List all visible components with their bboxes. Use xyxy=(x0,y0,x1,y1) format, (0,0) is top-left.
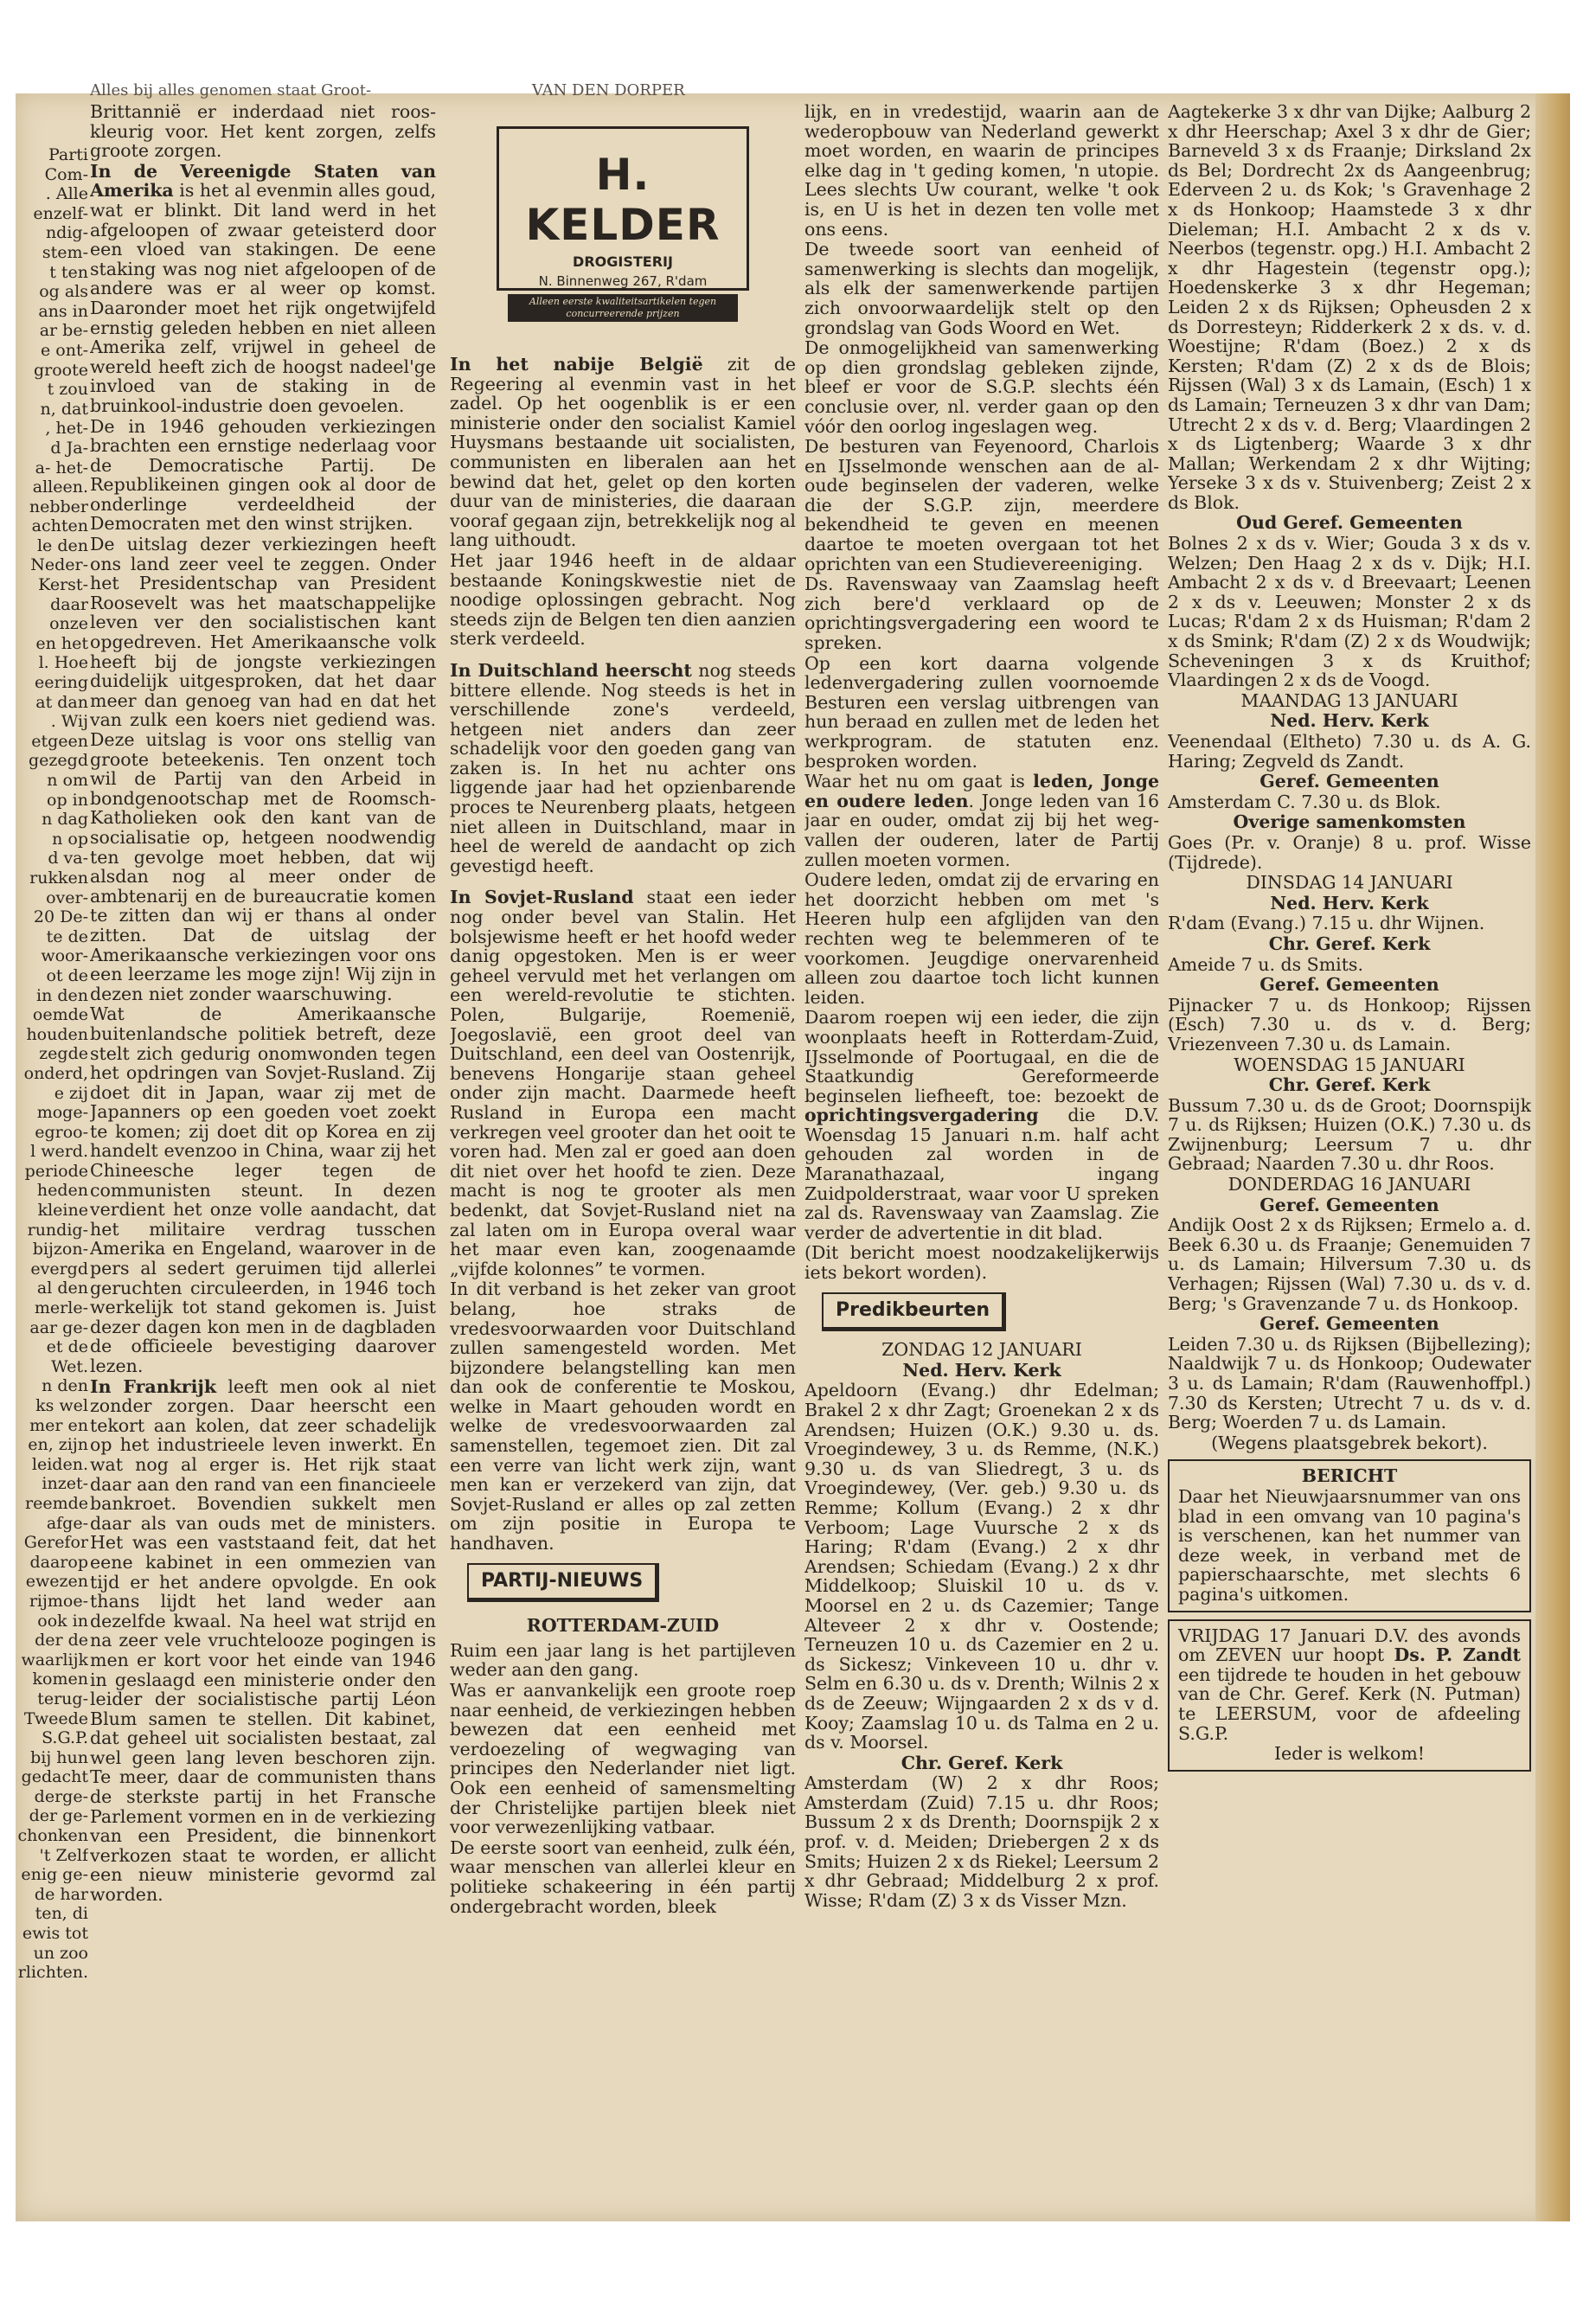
margin-fragment: S.G.P. xyxy=(42,1728,88,1748)
bold-text: leden, Jonge en oudere leden xyxy=(804,771,1159,811)
margin-fragment: onderd, xyxy=(23,1063,88,1083)
partij-nieuws-label: PARTIJ-NIEUWS xyxy=(467,1563,659,1603)
margin-fragment: enig ge- xyxy=(21,1865,88,1885)
church-heading: Geref. Gemeenten xyxy=(1259,1313,1439,1335)
bold-text: Ds. P. Zandt xyxy=(1394,1644,1522,1666)
paragraph: Het jaar 1946 heeft in de aldaar bestaande Koningskwestie niet de noodige oplossingen gebracht. Nog steeds zijn de Belgen ten dien aanzien sterk verdeeld. xyxy=(450,549,796,650)
cut-text-left: Alles bij alles genomen staat Groot- xyxy=(90,81,372,99)
margin-fragment: en het xyxy=(35,633,88,653)
margin-fragment: t zou xyxy=(47,380,88,400)
margin-fragment: merle- xyxy=(34,1298,88,1318)
margin-fragment: , het- xyxy=(45,419,88,439)
paragraph: De besturen van Feyenoord, Charlois en IJsselmonde wenschen aan de al-oude beginselen der vaderen, welke die der S.G.P. zijn, meerdere bekendheid te geven en meenen daartoe te moeten overgaan tot het oprichten van een Studievereeniging. xyxy=(804,436,1159,574)
day-heading: DONDERDAG 16 JANUARI xyxy=(1227,1174,1471,1195)
margin-fragment: achten xyxy=(31,516,88,536)
margin-fragment: n den xyxy=(42,1376,88,1396)
margin-fragment: bijzon- xyxy=(32,1240,88,1259)
margin-fragment: onze xyxy=(49,614,88,634)
margin-fragment: at dan xyxy=(35,692,88,712)
lead-text: In Frankrijk xyxy=(90,1375,217,1397)
margin-fragment: inzet- xyxy=(42,1474,88,1494)
day-heading: DINSDAG 14 JANUARI xyxy=(1246,872,1453,894)
margin-fragment: ar be- xyxy=(39,321,88,341)
paragraph-text: is het al evenmin alles goud, wat er blinkt. Dit land werd in het afgeloopen of zwaar geteisterd door een vloed van stakingen. De eene staking was nog niet afgeloopen of de andere was er al weer op komst. Daaronder moet het rijk ongetwijfeld ernstig geleden hebben en niet alleen Amerika zelf, vrijwel in geheel de wereld heeft zich de hoogst nadeel'ge invloed van de staking in de bruinkool-industrie doen gevoelen. xyxy=(90,180,436,416)
margin-fragment: t ten xyxy=(49,262,88,282)
paragraph-text: staat een ieder nog onder bevel van Stalin. Het bolsjewisme heeft er het hoofd weder danig opgestoken. Men is er weer geheel vervuld met het verlangen om een wereld-revolutie te stichten. Polen, Bulgarije, Roemenië, Joegoslavië, een groot deel van Duitschland, een deel van Oostenrijk, benevens Hongarije staan geheel onder zijn macht. Daarmede heeft Rusland in Europa een macht verkregen veel grooter dan het ooit te voren had. Men zal er goed aan doen dit niet over het hoofd te zien. Deze macht is nog te grooter als men bedenkt, dat Sovjet-Rusland niet na zal laten om in Europa overal waar het maar even kan, zoogenaamde „vijfde kolonnes” te vormen. xyxy=(450,887,796,1279)
ad-tagline: Alleen eerste kwaliteitsartikelen tegen concurreerende prijzen xyxy=(508,294,738,322)
church-heading: Chr. Geref. Kerk xyxy=(1268,933,1431,954)
paragraph: De eerste soort van eenheid, zulk één, waar menschen van allerlei kleur en politieke schakeering in één partij ondergebracht worden, bleek xyxy=(450,1836,796,1917)
margin-fragment: a- het- xyxy=(35,458,88,478)
margin-fragment: alleen. xyxy=(32,478,88,497)
service-list: R'dam (Evang.) 7.15 u. dhr Wijnen. xyxy=(1168,913,1485,934)
church-heading: Ned. Herv. Kerk xyxy=(1270,892,1429,913)
margin-fragment: rukken xyxy=(29,868,88,888)
margin-fragment: houden xyxy=(26,1024,88,1044)
margin-fragment: moge- xyxy=(36,1103,88,1123)
paragraph xyxy=(450,355,796,550)
margin-fragment: Neder- xyxy=(30,555,88,575)
church-heading: Ned. Herv. Kerk xyxy=(902,1359,1061,1381)
day-heading: MAANDAG 13 JANUARI xyxy=(1240,689,1458,711)
paragraph xyxy=(804,772,1159,869)
margin-fragment: daarop xyxy=(29,1552,88,1572)
day-heading: WOENSDAG 15 JANUARI xyxy=(1234,1054,1465,1075)
lead-text: In de Vereenigde Staten van Amerika xyxy=(90,160,436,202)
paragraph xyxy=(90,1377,436,1905)
paragraph-text: VRIJDAG 17 Januari D.V. des avonds om ZEVEN uur hoopt xyxy=(1178,1625,1521,1666)
margin-fragment: Gerefor xyxy=(23,1533,88,1553)
cut-text-mid: VAN DEN DORPER xyxy=(531,81,685,99)
service-list: Goes (Pr. v. Oranje) 8 u. prof. Wisse (Tijdrede). xyxy=(1168,831,1531,873)
margin-fragment: op in xyxy=(47,790,88,810)
bericht-box xyxy=(1168,1459,1531,1612)
church-heading: Geref. Gemeenten xyxy=(1259,1194,1439,1215)
section-heading: ROTTERDAM-ZUID xyxy=(526,1615,720,1637)
cut-top-line xyxy=(90,81,1163,100)
margin-fragment: evergd xyxy=(30,1259,88,1279)
margin-fragment: daar xyxy=(50,594,88,614)
paragraph: Ds. Ravenswaay van Zaamslag heeft zich bere'd verklaard op de oprichtingsvergadering een woord te spreken. xyxy=(804,574,1159,654)
margin-fragment: ewis tot xyxy=(22,1924,88,1944)
paper-spine xyxy=(1535,93,1570,2221)
church-heading: Oud Geref. Gemeenten xyxy=(1236,512,1463,534)
margin-fragment: e ont- xyxy=(40,340,88,360)
margin-fragment: 't Zelf xyxy=(39,1845,88,1865)
margin-fragment: Parti xyxy=(48,145,88,164)
margin-fragment: in den xyxy=(36,985,88,1005)
margin-fragment: chonken xyxy=(17,1826,88,1846)
margin-fragment: n, dat xyxy=(40,399,88,419)
margin-fragment: komen xyxy=(32,1670,88,1689)
paragraph: Oudere leden, omdat zij de ervaring en het doorzicht hebben om met 's Heeren hulp een afglijden van den rechten weg te belemmeren of te voorkomen. Jeugdige onervarenheid alleen zou daartoe toch licht kunnen leiden. xyxy=(804,869,1159,1008)
bericht-text: Daar het Nieuwjaarsnummer van ons blad in een omvang van 10 pagina's is verschenen, kan het nummer van deze week, in verband met de papierschaarschte, met slechts 6 pagina's uitkomen. xyxy=(1178,1485,1521,1605)
margin-fragment: l werd. xyxy=(30,1142,88,1162)
paragraph: In dit verband is het zeker van groot belang, hoe straks de vredesvoorwaarden voor Duitschland zullen samengesteld worden. Met bijzondere belangstelling kan men dan ook de conferentie te Moskou, welke in Maart gehouden wordt en welke de vredesvoorwaarden zal samenstellen, tegemoet zien. Dit zal een verre van licht werk zijn, want men kan er verzekerd van zijn, dat Sovjet-Rusland er alles op zal zetten om zijn positie in Europa te handhaven. xyxy=(450,1279,796,1554)
margin-fragment: zegde xyxy=(39,1044,88,1064)
margin-fragment: Wet. xyxy=(51,1356,88,1376)
margin-fragment: reemde xyxy=(25,1493,88,1513)
margin-fragment: eering xyxy=(34,673,88,693)
service-list: Bolnes 2 x ds v. Wier; Gouda 3 x ds v. Welzen; Den Haag 2 x ds v. Dijk; H.I. Ambacht 2 x ds v. d Breevaart; Leenen 2 x ds v. Leeuwen; Monster 2 x ds Lucas; R'dam 2 x ds Huisman; R'dam 2 x ds Smink; R'dam (Z) 2 x ds Woudwijk; Scheveningen 3 x ds Kruithof; Vlaardingen 2 x ds de Voogd. xyxy=(1168,533,1531,691)
paragraph: Op een kort daarna volgende ledenvergadering zullen voornoemde Besturen een verslag uitbrengen van hun beraad en zullen met de leden het werkprogram. de statuten enz. besproken worden. xyxy=(804,652,1159,772)
margin-fragment: periode xyxy=(24,1161,88,1181)
margin-fragment: 20 De- xyxy=(33,907,88,927)
paragraph xyxy=(450,661,796,876)
lead-text: In Duitschland heerscht xyxy=(450,659,692,681)
service-list: Aagtekerke 3 x dhr van Dijke; Aalburg 2 x dhr Heerschap; Axel 3 x dhr de Gier; Barneveld 3 x ds Fraanje; Dirksland 2x ds Bel; Dordrecht 2x ds Aangeenbrug; Ederveen 2 u. ds Kok; 's Gravenhage 2 x ds Honkoop; Haamstede 3 x dhr Dieleman; H.I. Ambacht 2 x ds v. Neerbos (tegenstr. opg.) H.I. Ambacht 2 x dhr Hagestein (tegenstr opg.); Hoedenskerke 3 x dhr Hegeman; Leiden 2 x ds Rijksen; Opheusden 2 x ds Dorresteyn; Ridderkerk 2 x ds. v. d. Woestijne; R'dam (Boez.) 2 x ds Kersten; R'dam (Z) 2 x ds de Blois; Rijssen (Wal) 3 x ds Lamain, (Esch) 1 x ds Lamain; Terneuzen 3 x dhr van Dam; Utrecht 2 x ds v. d. Berg; Vlaardingen 2 x ds Ligtenberg; Waarde 3 x dhr Mallan; Werkendam 2 x dhr Wijting; Yerseke 3 x ds v. Stuivenberg; Zeist 2 x ds Blok. xyxy=(1168,102,1531,513)
margin-fragment: Com- xyxy=(44,164,88,184)
paragraph: De uitslag dezer verkiezingen heeft ons land zeer veel te zeggen. Onder het Presidentschap van President Roosevelt was het maatschappelijke leven ver den socialistischen kant opgedreven. Het Amerikaansche volk heeft bij de jongste verkiezingen duidelijk uitgesproken, dat het daar meer dan genoeg van had en dat het van zulk een koers niet gediend was. Deze uitslag is voor ons stellig van groote beteekenis. Ten onzent toch wil de Partij van den Arbeid in bondgenootschap met de Roomsch-Katholieken ook den kant van de socialisatie op, hetgeen noodwendig ten gevolge moet hebben, dat wij alsdan nog al meer onder de ambtenarij en de bureaucratie komen te zitten dan wij er thans al onder zitten. Dat de uitslag der Amerikaansche verkiezingen voor ons een leerzame les moge zijn! Wij zijn in dezen niet zonder waarschuwing. xyxy=(90,534,436,1004)
margin-fragment: n om xyxy=(47,771,88,790)
paragraph: Was er aanvankelijk een groote roep naar eenheid, de verkiezingen hebben bewezen dat een eenheid met verdoezeling of wegwaging van principes den Nederlander niet ligt. Ook een eenheid of samensmelting der Christelijke partijen bleek niet voor verwezenlijking vatbaar. xyxy=(450,1680,796,1838)
paragraph: Wat de Amerikaansche buitenlandsche politiek betreft, deze stelt zich gedurig onomwonden tegen het opdringen van Sovjet-Rusland. Zij doet dit in Japan, waar zij met de Japanners op een goeden voet zoekt te komen; zij doet dit op Korea en zij handelt evenzoo in China, waar zij het Chineesche leger tegen de communisten steunt. In dezen verdient het onze volle aandacht, dat het militaire verdrag tusschen Amerika en Engeland, waarover in de pers al sedert geruimen tijd allerlei geruchten circuleerden, in 1946 toch werkelijk tot stand gekomen is. Juist dezer dagen kon men in de dagbladen de officieele bevestiging daarover lezen. xyxy=(90,1003,436,1376)
margin-fragment: rlichten. xyxy=(17,1963,88,1983)
margin-fragment: der de xyxy=(35,1631,88,1650)
article-column-4 xyxy=(1168,102,1531,1779)
margin-fragment: de har xyxy=(34,1884,88,1904)
margin-fragment: over- xyxy=(46,888,88,907)
paragraph-text: . Jonge leden van 16 jaar en ouder, omdat zij bij het weg-vallen der ouderen, later de Partij zullen moeten vormen. xyxy=(804,790,1159,870)
margin-fragment: d Ja- xyxy=(50,438,88,458)
margin-fragment: ook in xyxy=(37,1611,88,1631)
paragraph-text: een tijdrede te houden in het gebouw van de Chr. Geref. Kerk (N. Putman) te LEERSUM, voor de afdeeling S.G.P. xyxy=(1178,1663,1521,1744)
day-heading: ZONDAG 12 JANUARI xyxy=(881,1339,1082,1361)
service-list: Leiden 7.30 u. ds Rijksen (Bijbellezing); Naaldwijk 7 u. ds Honkoop; Oudewater 3 u. ds Lamain; R'dam (Rauwenhoffpl.) 7.30 ds Kersten; Utrecht 7 u. ds v. d. Berg; Woerden 7 u. ds Lamain. xyxy=(1168,1333,1531,1433)
church-heading: Geref. Gemeenten xyxy=(1259,974,1439,996)
paragraph-text: leeft men ook al niet zonder zorgen. Daar heerscht een tekort aan kolen, dat zeer schadelijk op het industrieele leven inwerkt. En wat nog al erger is. Het rijk staat daar aan den rand van een financieele bankroet. Bovendien sukkelt men daar als van ouds met de ministers. Het was een vaststaand feit, dat het eene kabinet in een ommezien van tijd er het andere opvolgde. En ook thans lijdt het land weder aan dezelfde kwaal. Na heel wat strijd en na zeer vele vruchtelooze pogingen is men er kort voor het einde van 1946 in geslaagd een ministerie onder den leider der socialistische partij Léon Blum samen te stellen. Dit kabinet, dat geheel uit socialisten bestaat, zal wel geen lang leven beschoren zijn. Te meer, daar de communisten thans de sterkste partij in het Fransche Parlement vormen en in de verkiezing van een President, die binnenkort verkozen staat te worden, er allicht een nieuw ministerie gevormd zal worden. xyxy=(90,1375,436,1906)
service-list: Veenendaal (Eltheto) 7.30 u. ds A. G. Haring; Zegveld ds Zandt. xyxy=(1168,731,1531,772)
margin-fragment: te de xyxy=(46,926,88,946)
paragraph-text: Waar het nu om gaat is xyxy=(804,771,1034,792)
paragraph-text: Daarom roepen wij een ieder, die zijn woonplaats heeft in Rotterdam-Zuid, IJsselmonde of Poortugaal, en die de Staatkundig Gereformeerde beginselen liefheeft, toe: bezoekt de xyxy=(804,1007,1159,1106)
margin-fragment: og als xyxy=(39,282,88,302)
church-heading: Chr. Geref. Kerk xyxy=(901,1752,1063,1773)
margin-fragment: Tweede xyxy=(23,1708,88,1728)
margin-fragment: ten, di xyxy=(35,1904,88,1924)
margin-fragment: gedacht xyxy=(21,1767,88,1787)
margin-fragment: ans in xyxy=(38,301,88,321)
note: (Wegens plaatsgebrek bekort). xyxy=(1211,1432,1488,1453)
margin-fragment: et de xyxy=(46,1337,88,1357)
margin-fragment: gezegd xyxy=(29,751,88,771)
margin-fragment: stem- xyxy=(42,242,88,262)
margin-fragment: enzelf- xyxy=(33,203,88,223)
service-list: Pijnacker 7 u. ds Honkoop; Rijssen (Esch) 7.30 u. ds v. d. Berg; Vriezenveen 7.30 u. ds Lamain. xyxy=(1168,994,1531,1054)
lead-text: In het nabije België xyxy=(450,355,703,375)
service-list: Bussum 7.30 u. ds de Groot; Doornspijk 7 u. ds Rijksen; Huizen (O.K.) 7.30 u. ds Zwijnenburg; Leersum 7 u. dhr Gebraad; Naarden 7.30 u. dhr Roos. xyxy=(1168,1094,1531,1175)
margin-fragment: n dag xyxy=(42,810,88,830)
margin-fragment: groote xyxy=(33,360,88,380)
paragraph: lijk, en in vredestijd, waarin aan de wederopbouw van Nederland gewerkt moet worden, en waarin de principes elke dag in 't geding komen, 'n utopie. Lees slechts Uw courant, welke 't ook is, en U is het in dezen ten volle met ons eens. xyxy=(804,102,1159,240)
paragraph: Brittannië er inderdaad niet roos-kleurig voor. Het kent zorgen, zelfs groote zorgen. xyxy=(90,102,436,162)
margin-fragment: un zoo xyxy=(33,1943,88,1963)
paragraph: De onmogelijkheid van samenwerking op dien grondslag gebleken zijnde, bleef er voor de S.G.P. slechts één conclusie over, nl. verder gaan op den vóór den oorlog ingeslagen weg. xyxy=(804,337,1159,437)
paragraph: Ruim een jaar lang is het partijleven weder aan den gang. xyxy=(450,1639,796,1681)
margin-fragment: en, zijn xyxy=(28,1435,88,1455)
margin-fragment: etgeen xyxy=(31,731,88,751)
margin-fragment: terug- xyxy=(37,1689,88,1708)
margin-fragment: al den xyxy=(36,1279,88,1298)
paragraph-text: zit de Regeering al evenmin vast in het zadel. Op het oogenblik is er een ministerie onder den socialist Kamiel Huysmans bestaande uit socialisten, communisten en liberalen aan het bewind dat het, gelet op den korten duur van de ministeries, die daaraan vooraf gegaan zijn, betrekkelijk nog al lang uithoudt. xyxy=(450,355,796,551)
ad-subtitle: DROGISTERIJ xyxy=(573,253,673,270)
paragraph-text: nog steeds bittere ellende. Nog steeds is het in verschillende zone's verdeeld, hetgeen niet anders dan zeer schadelijk voor den goeden gang van zaken is. In het nu achter ons liggende jaar had het opzienbarende proces te Neurenberg plaats, hetgeen niet alleen in Duitschland, maar in heel de wereld de aandacht op zich gevestigd heeft. xyxy=(450,659,796,876)
church-heading: Overige samenkomsten xyxy=(1233,811,1466,833)
margin-fragment: rijmoe- xyxy=(29,1591,88,1611)
church-heading: Geref. Gemeenten xyxy=(1259,771,1439,792)
article-column-3 xyxy=(804,102,1159,1911)
margin-fragment: aar ge- xyxy=(29,1317,88,1337)
margin-fragment: e zij xyxy=(54,1083,88,1103)
paragraph xyxy=(450,888,796,1279)
margin-fragment: Kerst- xyxy=(38,575,88,595)
ad-address: N. Binnenweg 267, R'dam xyxy=(538,273,708,289)
margin-fragment: oemde xyxy=(32,1005,88,1025)
vrijdag-box xyxy=(1168,1619,1531,1772)
margin-fragment: woor- xyxy=(41,946,88,966)
margin-fragment: bij hun xyxy=(30,1747,88,1767)
margin-fragment: waarlijk xyxy=(21,1650,88,1670)
margin-fragment: l. Hoe xyxy=(38,653,88,673)
vrijdag-text xyxy=(1178,1626,1521,1744)
paragraph: (Dit bericht moest noodzakelijkerwijs iets bekort worden). xyxy=(804,1242,1159,1284)
paragraph xyxy=(90,162,436,416)
margin-fragment: leiden. xyxy=(31,1454,88,1474)
service-list: Amsterdam (W) 2 x dhr Roos; Amsterdam (Zuid) 7.15 u. dhr Roos; Bussum 2 x ds Drenth; Doornspijk 2 x prof. v. d. Meiden; Driebergen 2 x ds Smits; Huizen 2 x ds Riekel; Leersum 2 x dhr Gebraad; Middelburg 2 x prof. Wisse; R'dam (Z) 3 x ds Visser Mzn. xyxy=(804,1772,1159,1911)
church-heading: Chr. Geref. Kerk xyxy=(1268,1074,1431,1096)
church-heading: Ned. Herv. Kerk xyxy=(1270,710,1429,732)
margin-fragment: egroo- xyxy=(35,1122,88,1142)
predikbeurten-label: Predikbeurten xyxy=(822,1292,1006,1332)
margin-fragment: . Wij xyxy=(50,712,88,732)
margin-fragment: afge- xyxy=(46,1513,88,1533)
paragraph: De tweede soort van eenheid of samenwerking is slechts dan mogelijk, als elk der samenwerkende partijen zich onvoorwaardelijk stelt op den grondslag van Gods Woord en Wet. xyxy=(804,239,1159,338)
margin-fragment: . Alle xyxy=(45,184,88,204)
lead-text: In Sovjet-Rusland xyxy=(450,887,634,908)
bericht-heading: BERICHT xyxy=(1301,1465,1398,1487)
margin-fragment: heden xyxy=(36,1181,88,1201)
margin-column xyxy=(16,145,88,1983)
welcome-text: Ieder is welkom! xyxy=(1273,1743,1426,1765)
margin-fragment: ot de xyxy=(46,965,88,985)
margin-fragment: kleine xyxy=(37,1201,88,1221)
margin-fragment: rundig- xyxy=(27,1220,88,1240)
service-list: Amsterdam C. 7.30 u. ds Blok. xyxy=(1168,791,1441,812)
paragraph-text: die D.V. Woensdag 15 Januari n.m. half acht gehouden zal worden in de Maranathazaal, ingang Zuidpolderstraat, waar voor U spreken zal ds. Ravenswaay van Zaamslag. Zie verder de advertentie in dit blad. xyxy=(804,1105,1159,1243)
margin-fragment: mer en xyxy=(29,1415,88,1435)
ad-name: H. KELDER xyxy=(525,150,721,250)
article-column-1 xyxy=(90,102,436,1906)
service-list: Ameide 7 u. ds Smits. xyxy=(1168,953,1363,975)
margin-fragment: le den xyxy=(36,535,88,555)
margin-fragment: nebber xyxy=(29,497,88,516)
paragraph: De in 1946 gehouden verkiezingen brachten een ernstige nederlaag voor de Democratische Partij. De Republikeinen gingen ook al door de onderlinge verdeeldheid der Democraten met den winst strijken. xyxy=(90,415,436,535)
margin-fragment: der ge- xyxy=(29,1806,88,1826)
margin-fragment: n op xyxy=(52,829,88,849)
margin-fragment: d va- xyxy=(48,849,88,868)
bold-text: oprichtingsvergadering xyxy=(804,1105,1039,1126)
paragraph xyxy=(804,1008,1159,1242)
service-list: Apeldoorn (Evang.) dhr Edelman; Brakel 2 x dhr Zagt; Groenekan 2 x ds Arendsen; Huizen (O.K.) 9.30 u. ds. Vroegindewey, 3 u. ds Remme, (N.K.) 9.30 u. ds van Sliedregt, 3 u. ds Vroegindewey, (Ver. geb.) 9.30 u. ds Remme; Kollum (Evang.) 2 x dhr Verboom; Lage Vuursche 2 x ds Haring; R'dam (Evang.) 2 x dhr Arendsen; Schiedam (Evang.) 2 x dhr Middelkoop; Sluiskil 10 u. ds v. Moorsel en 2 u. ds Cazemier; Tange Alteveer 2 x dhr v. Oostende; Terneuzen 10 u. ds Cazemier en 2 u. ds Sickesz; Vinkeveen 10 u. dhr v. Selm en 6.30 u. ds v. Drenth; Wilnis 2 x ds de Zeeuw; Wijngaarden 2 x ds v d. Kooy; Zaamslag 10 u. ds Talma en 2 u. ds v. Moorsel. xyxy=(804,1380,1159,1753)
margin-fragment: ndig- xyxy=(45,223,88,243)
drogisterij-advertisement xyxy=(497,126,749,319)
margin-fragment: derge- xyxy=(34,1786,88,1806)
margin-fragment: ks wel xyxy=(35,1396,88,1415)
service-list: Andijk Oost 2 x ds Rijksen; Ermelo a. d. Beek 6.30 u. ds Fraanje; Genemuiden 7 u. ds Lamain; Hilversum 7.30 u. ds Verhagen; Rijssen (Wal) 7.30 u. ds v. d. Berg; 's Gravenzande 7 u. ds Honkoop. xyxy=(1168,1215,1531,1314)
article-column-2 xyxy=(450,355,796,1917)
margin-fragment: ewezen xyxy=(25,1572,88,1592)
